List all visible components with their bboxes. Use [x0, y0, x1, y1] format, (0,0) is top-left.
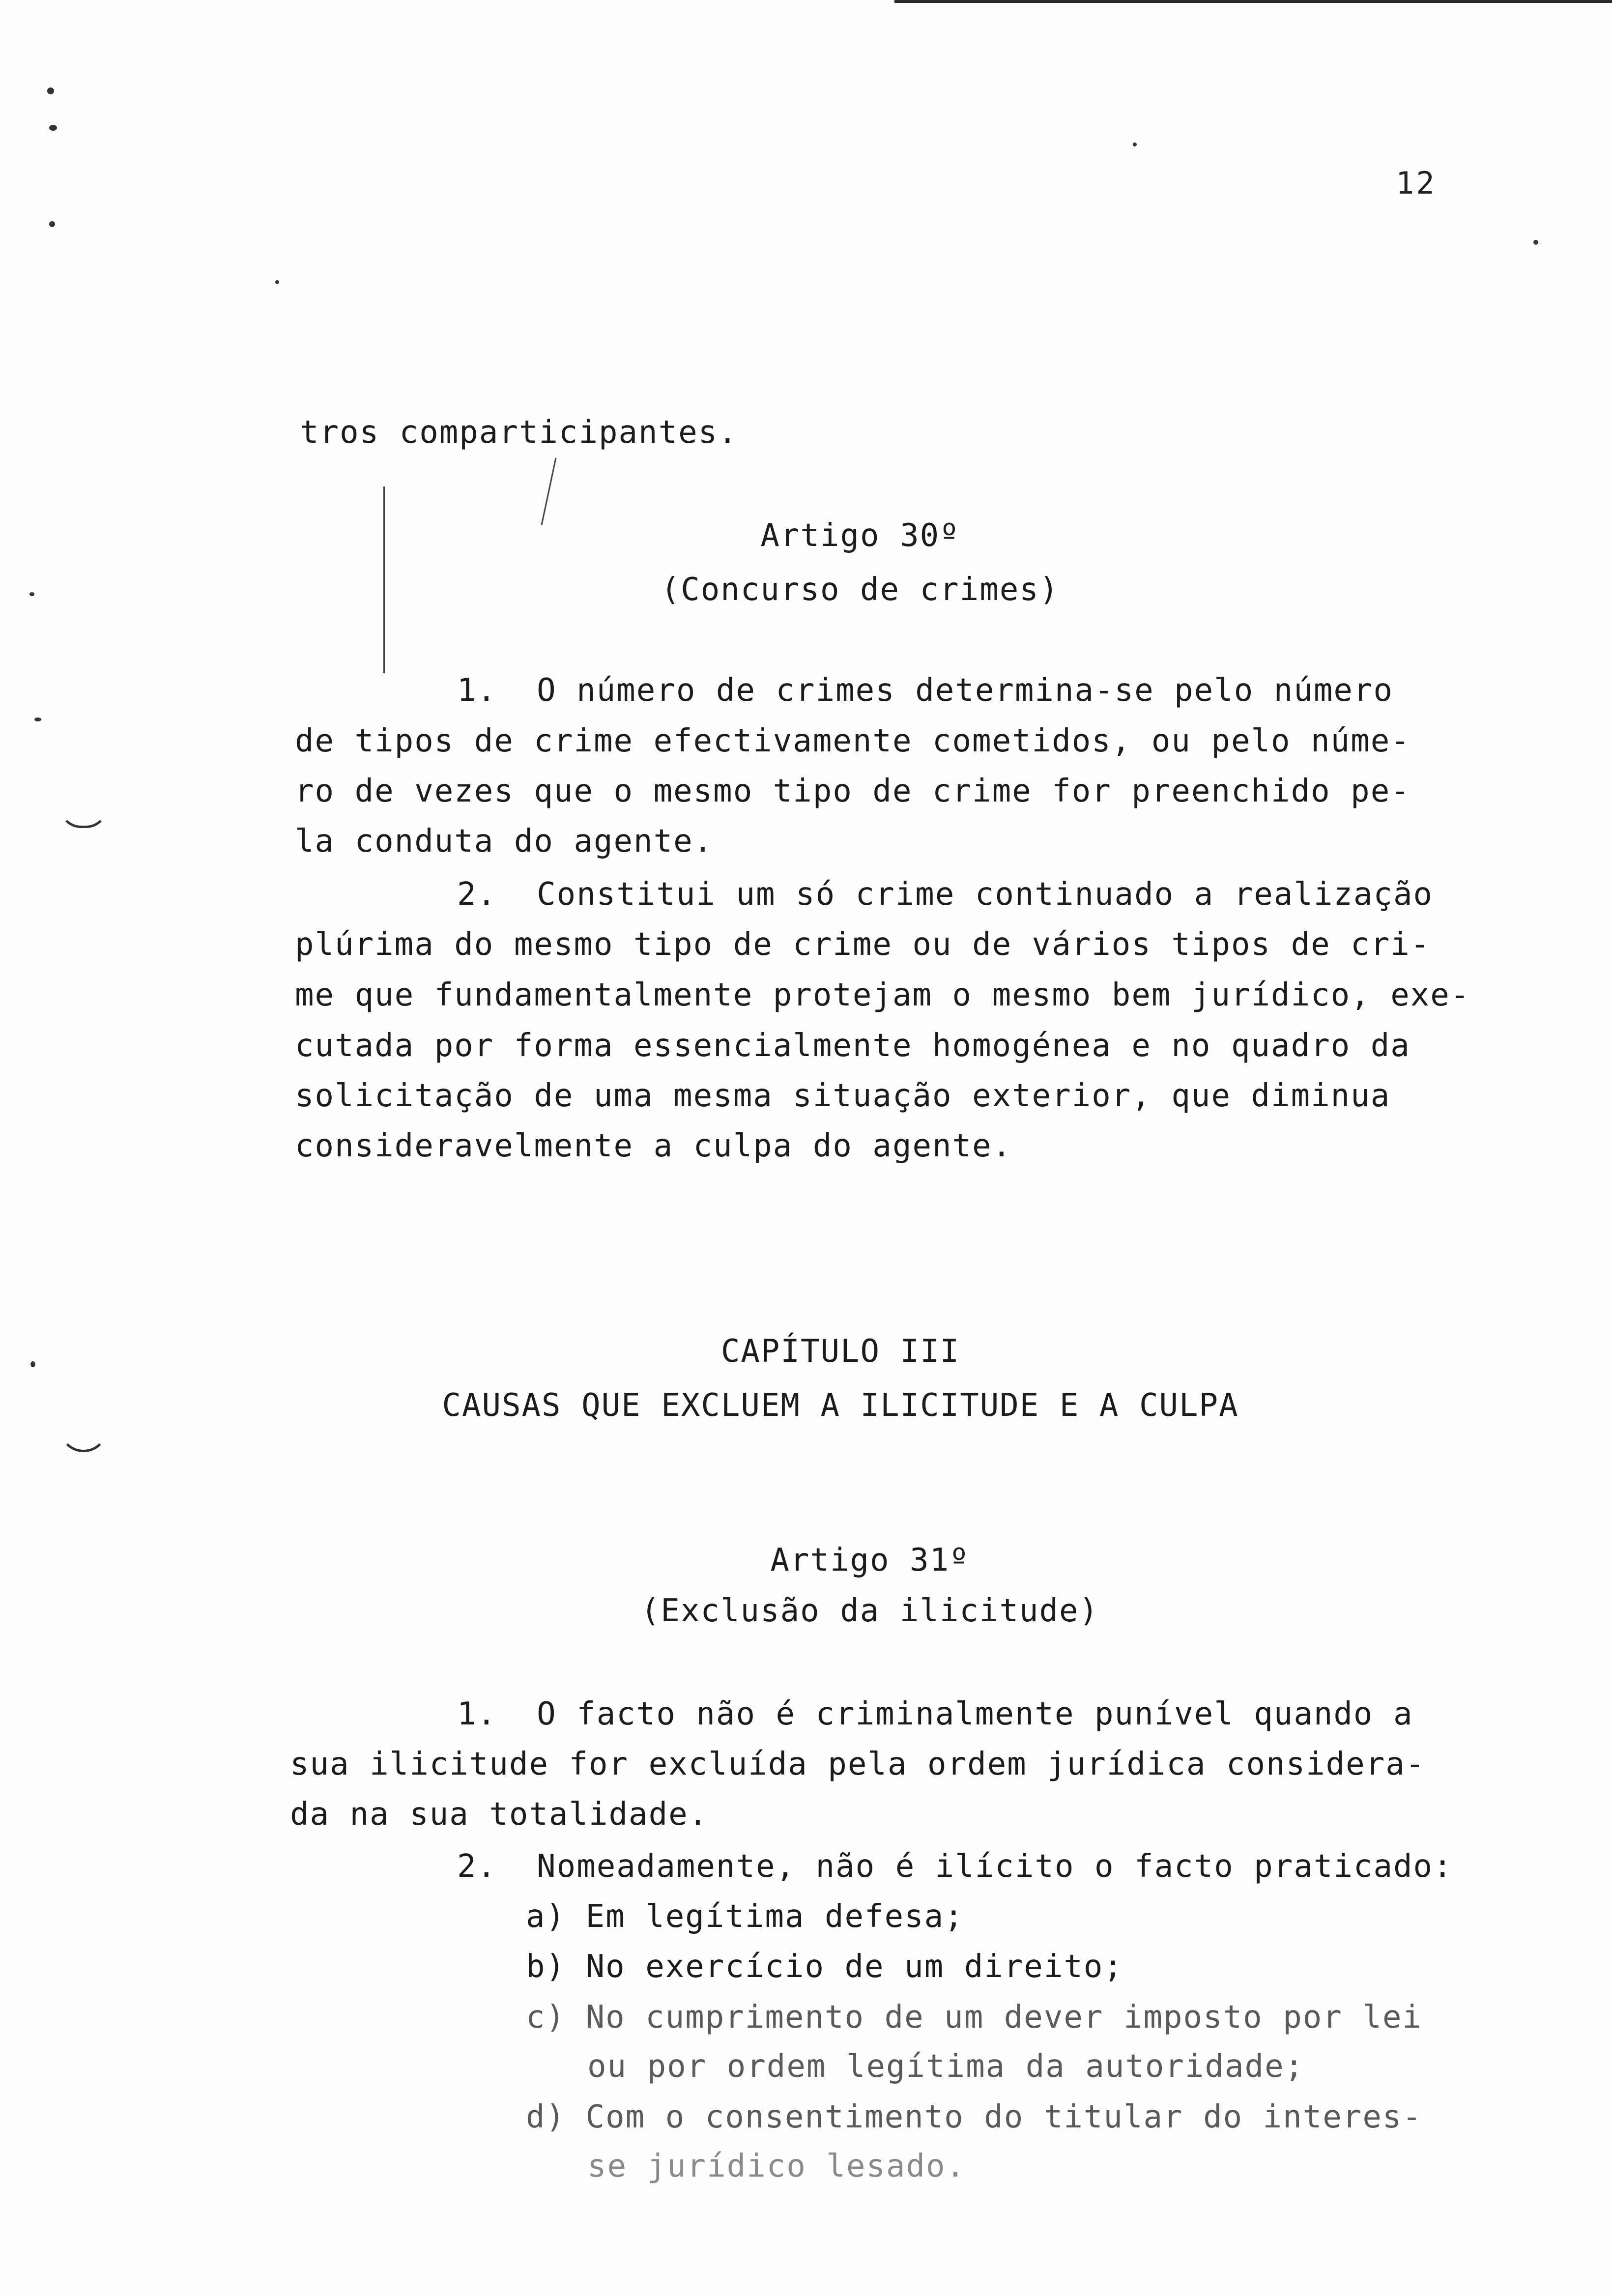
chapter-title: CAUSAS QUE EXCLUEM A ILICITUDE E A CULPA: [442, 1387, 1239, 1424]
article-31-heading: Artigo 31º: [770, 1542, 970, 1578]
article-31-list-item: se jurídico lesado.: [587, 2148, 966, 2184]
article-31-paragraph-line: sua ilicitude for excluída pela ordem jurídica considera-: [290, 1746, 1426, 1782]
article-30-paragraph-line: de tipos de crime efectivamente cometidos, ou pelo núme-: [295, 723, 1410, 759]
scan-speck: [49, 125, 57, 131]
article-30-paragraph-line: consideravelmente a culpa do agente.: [295, 1128, 1012, 1164]
article-30-heading: Artigo 30º: [760, 517, 960, 554]
article-31-list-item: b) No exercício de um direito;: [526, 1949, 1123, 1985]
scan-speck: [47, 87, 54, 94]
scan-speck: [1133, 143, 1137, 146]
article-31-subtitle: (Exclusão da ilicitude): [640, 1593, 1099, 1629]
page-number: 12: [1396, 165, 1437, 201]
article-31-list-item: d) Com o consentimento do titular do interes-: [526, 2099, 1422, 2135]
article-31-paragraph-line: 2. Nomeadamente, não é ilícito o facto praticado:: [457, 1848, 1453, 1885]
article-31-list-item: c) No cumprimento de um dever imposto por lei: [526, 1999, 1422, 2036]
margin-pen-mark: [541, 458, 556, 525]
article-30-paragraph-line: me que fundamentalmente protejam o mesmo bem jurídico, exe-: [295, 977, 1470, 1013]
article-30-paragraph-line: 2. Constitui um só crime continuado a realização: [457, 876, 1434, 913]
article-30-subtitle: (Concurso de crimes): [661, 572, 1060, 608]
article-30-paragraph-line: solicitação de uma mesma situação exterior, que diminua: [295, 1078, 1391, 1114]
article-30-paragraph-line: ro de vezes que o mesmo tipo de crime for preenchido pe-: [295, 773, 1410, 809]
continuation-text: tros comparticipantes.: [300, 414, 738, 451]
scan-speck: [1533, 240, 1538, 245]
scan-speck: [34, 718, 41, 721]
article-30-paragraph-line: la conduta do agente.: [295, 823, 714, 860]
binder-hole-mark: [59, 1425, 108, 1452]
scan-speck: [29, 592, 34, 596]
article-30-paragraph-line: plúrima do mesmo tipo de crime ou de vários tipos de cri-: [295, 926, 1431, 963]
scan-speck: [275, 280, 279, 284]
article-30-paragraph-line: 1. O número de crimes determina-se pelo número: [457, 672, 1393, 709]
article-31-paragraph-line: da na sua totalidade.: [290, 1796, 709, 1833]
article-30-paragraph-line: cutada por forma essencialmente homogénea e no quadro da: [295, 1028, 1410, 1064]
top-edge-rule: [894, 0, 1612, 3]
scan-speck: [49, 221, 55, 227]
binder-hole-mark: [59, 806, 108, 828]
article-31-list-item: a) Em legítima defesa;: [526, 1898, 964, 1935]
article-31-list-item: ou por ordem legítima da autoridade;: [587, 2048, 1305, 2085]
chapter-heading: CAPÍTULO III: [720, 1333, 960, 1370]
article-31-paragraph-line: 1. O facto não é criminalmente punível quando a: [457, 1696, 1413, 1732]
